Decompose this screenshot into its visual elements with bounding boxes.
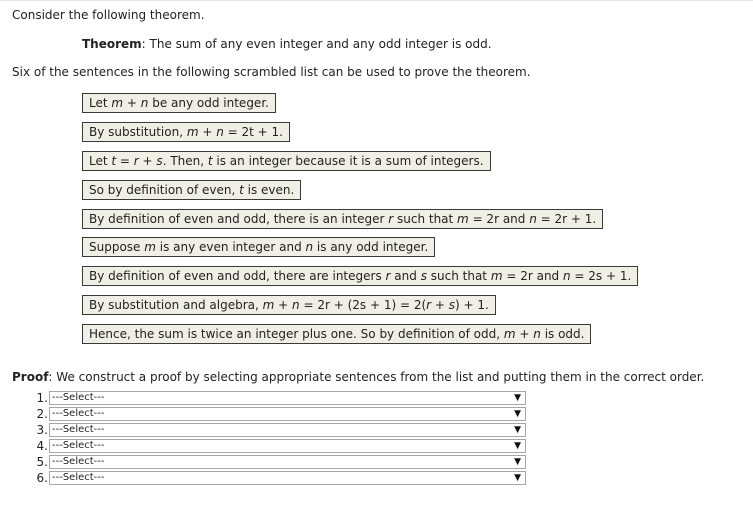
sentence-option[interactable]: Let t = r + s. Then, t is an integer because it is a sum of integers.	[82, 151, 491, 171]
sentence-option[interactable]: Let m + n be any odd integer.	[82, 93, 276, 113]
proof-step-3	[30, 422, 526, 438]
proof-step-2	[30, 406, 526, 422]
select-value: ---Select---	[52, 456, 105, 467]
step-number: 2.	[36, 407, 48, 421]
step-3-select[interactable]	[49, 423, 526, 437]
step-6-select[interactable]	[49, 471, 526, 485]
proof-label: Proof	[12, 370, 49, 384]
step-5-select[interactable]	[49, 455, 526, 469]
proof-step-1	[30, 390, 526, 406]
theorem-text: : The sum of any even integer and any odd integer is odd.	[141, 37, 492, 51]
scrambled-list-intro: Six of the sentences in the following scrambled list can be used to prove the theorem.	[12, 65, 531, 79]
proof-intro	[12, 369, 704, 385]
sentence-option[interactable]: By definition of even and odd, there are integers r and s such that m = 2r and n = 2s + 1.	[82, 266, 638, 286]
dropdown-arrow-icon: ▼	[514, 473, 521, 483]
dropdown-arrow-icon: ▼	[514, 457, 521, 467]
theorem-statement	[82, 36, 492, 52]
sentence-option[interactable]: By substitution, m + n = 2t + 1.	[82, 122, 290, 142]
dropdown-arrow-icon: ▼	[514, 393, 521, 403]
dropdown-arrow-icon: ▼	[514, 409, 521, 419]
proof-step-5	[30, 454, 526, 470]
sentence-option[interactable]: By substitution and algebra, m + n = 2r + (2s + 1) = 2(r + s) + 1.	[82, 295, 496, 315]
step-number: 4.	[36, 439, 48, 453]
step-number: 6.	[36, 471, 48, 485]
select-value: ---Select---	[52, 440, 105, 451]
theorem-label: Theorem	[82, 37, 142, 51]
step-2-select[interactable]	[49, 407, 526, 421]
proof-text: : We construct a proof by selecting appropriate sentences from the list and putting them in the correct order.	[48, 370, 705, 384]
sentence-option[interactable]: By definition of even and odd, there is an integer r such that m = 2r and n = 2r + 1.	[82, 209, 603, 229]
proof-step-6	[30, 470, 526, 486]
select-value: ---Select---	[52, 392, 105, 403]
top-divider	[0, 0, 753, 1]
dropdown-arrow-icon: ▼	[514, 425, 521, 435]
sentence-option[interactable]: Suppose m is any even integer and n is any odd integer.	[82, 237, 435, 257]
step-number: 1.	[36, 391, 48, 405]
select-value: ---Select---	[52, 472, 105, 483]
select-value: ---Select---	[52, 408, 105, 419]
select-value: ---Select---	[52, 424, 105, 435]
sentence-option[interactable]: So by definition of even, t is even.	[82, 180, 301, 200]
dropdown-arrow-icon: ▼	[514, 441, 521, 451]
intro-text: Consider the following theorem.	[12, 8, 205, 22]
proof-step-4	[30, 438, 526, 454]
step-1-select[interactable]	[49, 391, 526, 405]
step-4-select[interactable]	[49, 439, 526, 453]
sentence-option[interactable]: Hence, the sum is twice an integer plus one. So by definition of odd, m + n is odd.	[82, 324, 591, 344]
step-number: 5.	[36, 455, 48, 469]
step-number: 3.	[36, 423, 48, 437]
